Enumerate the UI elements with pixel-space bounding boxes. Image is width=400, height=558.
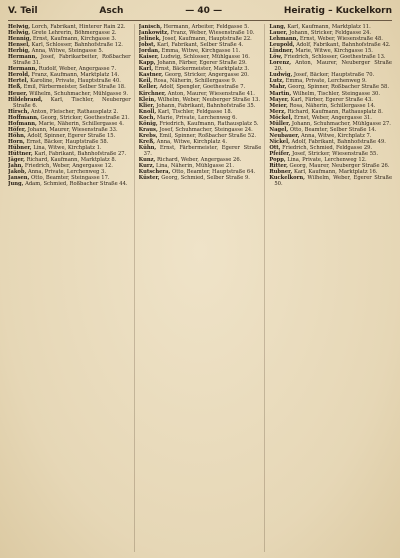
entry-text: Anna, Private, Lerchenweg 3. xyxy=(27,169,106,176)
entry-text: Friedrich, Schlosser, Goethestraße 13. xyxy=(283,54,386,61)
entry-text: Lorch, Fabrikant, Hinterer Rain 22. xyxy=(31,24,126,30)
entry-text: Marie, Witwe, Kirchgasse 15. xyxy=(295,48,373,55)
entry-name: Koch, xyxy=(138,114,156,121)
entry-name: Hensel, xyxy=(8,42,30,49)
entry-text: Otto, Beamter, Selber Straße 14. xyxy=(289,126,377,133)
entry-name: Lorenz, xyxy=(269,60,292,67)
entry-text: Emil, Färbermeister, Selber Straße 18. xyxy=(23,84,126,91)
entry-text: Johann, Fabrikant, Bahnhofstraße 35. xyxy=(156,102,256,109)
entry-name: Hüttner, xyxy=(8,150,33,157)
entry-text: Anna, Witwe, Kirchplatz 4. xyxy=(156,138,227,145)
entry-name: Hofmann, xyxy=(8,120,37,127)
entry-name: Kaiser, xyxy=(138,54,159,61)
entry-text: Johann, Schuhmacher, Mühlgasse 27. xyxy=(291,120,391,127)
entry-text: Grete Lehrerin, Böhmergasse 2. xyxy=(31,30,117,37)
entry-text: Anton, Maurer, Wiesenstraße 41. xyxy=(167,90,255,97)
entry-name: Hermann, xyxy=(8,66,38,73)
entry-text: Johann, Färber, Egerer Straße 29. xyxy=(157,60,247,67)
entry-name: Hennig, xyxy=(8,36,32,43)
entry-text: Adolf, Fabrikant, Bahnhofstraße 42. xyxy=(296,42,391,49)
entry-text: Adolf, Fabrikant, Bahnhofstraße 49. xyxy=(291,138,386,145)
entry-text: Josef, Schuhmacher, Steingasse 24. xyxy=(159,126,253,133)
entry-name: Herold, xyxy=(8,72,30,79)
directory-entry xyxy=(269,175,392,187)
entry-name: Hübner, xyxy=(8,144,32,151)
entry-name: Lauer, xyxy=(269,30,288,37)
directory-column-2 xyxy=(139,24,266,552)
entry-text: Wilhelm, Weber, Neuberger Straße 13. xyxy=(157,96,261,103)
entry-name: Müller, xyxy=(269,120,291,127)
entry-name: Kutschera, xyxy=(138,169,171,176)
header-range: Heiratig – Kuckelkorn xyxy=(283,6,392,16)
entry-name: Jahn, xyxy=(8,163,24,170)
entry-name: Hildebrand, xyxy=(8,96,43,103)
directory-entry xyxy=(8,97,131,109)
entry-name: Küster, xyxy=(138,175,160,182)
entry-text: Anna, Witwe, Steingasse 5. xyxy=(31,48,104,55)
entry-text: Lina, Private, Lerchenweg 12. xyxy=(287,157,367,164)
entry-text: Richard, Weber, Angergasse 26. xyxy=(157,157,242,164)
entry-name: Möckel, xyxy=(269,114,293,121)
entry-name: Löw, xyxy=(269,54,283,61)
entry-name: Krebs, xyxy=(138,132,158,139)
entry-text: Adolf, Spengler, Goethestraße 7. xyxy=(159,84,246,91)
entry-text: Friedrich, Schmied, Feldgasse 29. xyxy=(282,144,373,151)
entry-text: Rosa, Näherin, Schillergasse 14. xyxy=(289,102,376,109)
entry-text: Emma, Witwe, Kirchgasse 11. xyxy=(161,48,241,55)
entry-text: Karoline, Private, Hauptstraße 40. xyxy=(30,78,121,85)
entry-text: Georg, Schmied, Selber Straße 9. xyxy=(161,175,250,182)
entry-text: Karl, Schlosser, Bahnhofstraße 12. xyxy=(31,42,123,49)
entry-text: Josef, Bäcker, Hauptstraße 70. xyxy=(293,72,375,79)
entry-name: Neubauer, xyxy=(269,132,300,139)
entry-name: Keil, xyxy=(138,78,153,85)
entry-name: Ritter, xyxy=(269,163,288,170)
entry-name: Lehmann, xyxy=(269,36,299,43)
entry-text: Friedrich, Kaufmann, Rathausplatz 5. xyxy=(159,120,259,127)
entry-name: Kuckelkorn, xyxy=(269,175,305,182)
entry-text: Richard, Kaufmann, Marktplatz 8. xyxy=(26,157,117,164)
entry-name: Karl, xyxy=(138,66,154,73)
entry-name: Heß, xyxy=(8,84,22,91)
entry-name: Jäger, xyxy=(8,157,25,164)
entry-name: Kurz, xyxy=(138,163,155,170)
entry-name: Kirchner, xyxy=(138,90,167,97)
entry-name: Horn, xyxy=(8,138,25,145)
entry-text: Emma, Private, Lerchenweg 9. xyxy=(285,78,367,85)
directory-entry xyxy=(269,60,392,72)
entry-name: Martin, xyxy=(269,90,292,97)
entry-text: Wilhelm, Schuhmacher, Mühlgasse 9. xyxy=(29,90,129,97)
entry-text: Ernst, Weber, Wiesenstraße 48. xyxy=(299,36,383,43)
entry-name: Höfer, xyxy=(8,126,27,133)
entry-name: Helwig, xyxy=(8,24,31,30)
entry-text: Anna, Witwe, Kirchplatz 7. xyxy=(301,132,372,139)
entry-text: Karl, Fabrikant, Bahnhofstraße 27. xyxy=(34,150,127,157)
entry-text: Ernst, Bäcker, Hauptstraße 58. xyxy=(26,138,109,145)
entry-text: Karl, Färber, Egerer Straße 43. xyxy=(290,96,373,103)
entry-text: Franz, Kaufmann, Marktplatz 14. xyxy=(31,72,120,79)
entry-name: Hertel, xyxy=(8,78,29,85)
entry-name: Jordan, xyxy=(138,48,160,55)
entry-text: Friedrich, Weber, Angergasse 12. xyxy=(24,163,113,170)
entry-text: Karl, Tischler, Neuberger Straße 6. xyxy=(13,96,131,109)
entry-name: Hermann, xyxy=(8,54,38,61)
directory-columns xyxy=(8,24,392,552)
entry-name: Ott, xyxy=(269,144,281,151)
entry-name: Keller, xyxy=(138,84,158,91)
entry-name: Nagel, xyxy=(269,126,289,133)
entry-text: Georg, Maurer, Neuberger Straße 26. xyxy=(289,163,390,170)
directory-entry xyxy=(139,145,262,157)
entry-name: Jakob, xyxy=(8,169,27,176)
entry-name: Kreß, xyxy=(138,138,155,145)
entry-text: Josef, Kaufmann, Hauptstraße 22. xyxy=(162,36,252,43)
entry-name: Pfeifer, xyxy=(269,150,291,157)
directory-entry xyxy=(8,181,131,187)
entry-name: Hirsch, xyxy=(8,108,30,115)
entry-text: Rosa, Näherin, Schillergasse 9. xyxy=(153,78,237,85)
entry-name: Nickel, xyxy=(269,138,290,145)
entry-name: Jansen, xyxy=(8,175,30,182)
entry-name: Heuer, xyxy=(8,90,28,97)
entry-text: Karl, Tischler, Feldgasse 18. xyxy=(157,108,233,115)
entry-text: Marie, Näherin, Schillergasse 4. xyxy=(38,120,124,127)
entry-name: Jobst, xyxy=(138,42,156,49)
entry-name: Jelinek, xyxy=(138,36,161,43)
entry-name: Helwig, xyxy=(8,30,31,37)
entry-name: Merz, xyxy=(269,108,286,115)
entry-name: Klier, xyxy=(138,102,155,109)
entry-text: Rudolf, Weber, Angergasse 7. xyxy=(38,66,117,73)
header-section: Asch xyxy=(99,6,124,16)
entry-text: Adam, Schmied, Roßbacher Straße 44. xyxy=(25,181,128,188)
entry-text: Wilhelm, Weber, Egerer Straße 50. xyxy=(274,175,392,188)
entry-name: Kühn, xyxy=(138,144,157,151)
entry-text: Lina, Witwe, Kirchplatz 1. xyxy=(33,144,102,151)
entry-text: Karl, Kaufmann, Marktplatz 16. xyxy=(293,169,378,176)
directory-column-3 xyxy=(269,24,392,552)
entry-name: Rubner, xyxy=(269,169,293,176)
entry-text: Anton, Maurer, Neuberger Straße 20. xyxy=(274,60,392,73)
entry-text: Lina, Näherin, Mühlgasse 21. xyxy=(155,163,234,170)
entry-name: Kraus, xyxy=(138,126,158,133)
entry-text: Karl, Fabrikant, Selber Straße 4. xyxy=(157,42,244,49)
entry-text: Ernst, Bäckermeister, Marktplatz 3. xyxy=(154,66,250,73)
entry-name: Janisch, xyxy=(138,24,162,30)
entry-text: Marie, Private, Lerchenweg 6. xyxy=(156,114,238,121)
entry-name: Kunz, xyxy=(138,157,156,164)
entry-text: Karl, Kaufmann, Marktplatz 11. xyxy=(287,24,371,30)
entry-name: Klein, xyxy=(138,96,156,103)
entry-name: Hoffmann, xyxy=(8,114,39,121)
header-part-label: V. Teil xyxy=(8,6,38,16)
entry-text: Johann, Maurer, Wiesenstraße 33. xyxy=(27,126,118,133)
entry-text: Josef, Fabrikarbeiter, Roßbacher Straße 31. xyxy=(13,54,131,67)
entry-name: König, xyxy=(138,120,158,127)
entry-text: Anton, Fleischer, Rathausplatz 2. xyxy=(30,108,119,115)
entry-text: Johann, Stricker, Feldgasse 24. xyxy=(289,30,372,37)
entry-text: Georg, Spinner, Roßbacher Straße 58. xyxy=(288,84,389,91)
entry-text: Adolf, Spinner, Egerer Straße 15. xyxy=(27,132,116,139)
entry-text: Georg, Stricker, Angergasse 20. xyxy=(164,72,249,79)
page-number: — 40 — xyxy=(185,6,223,16)
entry-name: Jung, xyxy=(8,181,24,188)
entry-name: Kapp, xyxy=(138,60,156,67)
entry-name: Leupold, xyxy=(269,42,295,49)
entry-name: Knoll, xyxy=(138,108,157,115)
directory-entry xyxy=(139,175,262,181)
entry-text: Emil, Spinner, Roßbacher Straße 52. xyxy=(159,132,257,139)
entry-name: Lindner, xyxy=(269,48,294,55)
entry-name: Herbig, xyxy=(8,48,30,55)
entry-name: Ludwig, xyxy=(269,72,293,79)
page-header xyxy=(8,6,392,21)
entry-text: Ernst, Färbermeister, Egerer Straße 37. xyxy=(143,144,262,157)
entry-name: Mahr, xyxy=(269,84,287,91)
entry-name: Lang, xyxy=(269,24,286,30)
entry-name: Jankowitz, xyxy=(138,30,169,37)
entry-text: Ernst, Kaufmann, Kirchgasse 3. xyxy=(32,36,117,43)
entry-text: Franz, Weber, Wiesenstraße 10. xyxy=(170,30,255,37)
directory-column-1 xyxy=(8,24,135,552)
entry-name: Meier, xyxy=(269,102,288,109)
entry-text: Georg, Stricker, Goethestraße 21. xyxy=(40,114,130,121)
entry-text: Josef, Stricker, Wiesenstraße 55. xyxy=(292,150,378,157)
entry-text: Wilhelm, Tischler, Steingasse 30. xyxy=(292,90,381,97)
entry-text: Ludwig, Schlosser, Mühlgasse 16. xyxy=(160,54,250,61)
entry-text: Otto, Beamter, Steingasse 17. xyxy=(31,175,110,182)
entry-name: Lutz, xyxy=(269,78,284,85)
entry-text: Hermann, Arbeiter, Feldgasse 5. xyxy=(163,24,250,30)
entry-text: Ernst, Weber, Angergasse 31. xyxy=(294,114,372,121)
directory-entry xyxy=(8,54,131,66)
entry-name: Popp, xyxy=(269,157,286,164)
entry-name: Mayer, xyxy=(269,96,289,103)
entry-name: Kastner, xyxy=(138,72,164,79)
entry-name: Höhn, xyxy=(8,132,26,139)
entry-text: Otto, Beamter, Hauptstraße 64. xyxy=(171,169,256,176)
entry-text: Richard, Kaufmann, Rathausplatz 8. xyxy=(287,108,383,115)
